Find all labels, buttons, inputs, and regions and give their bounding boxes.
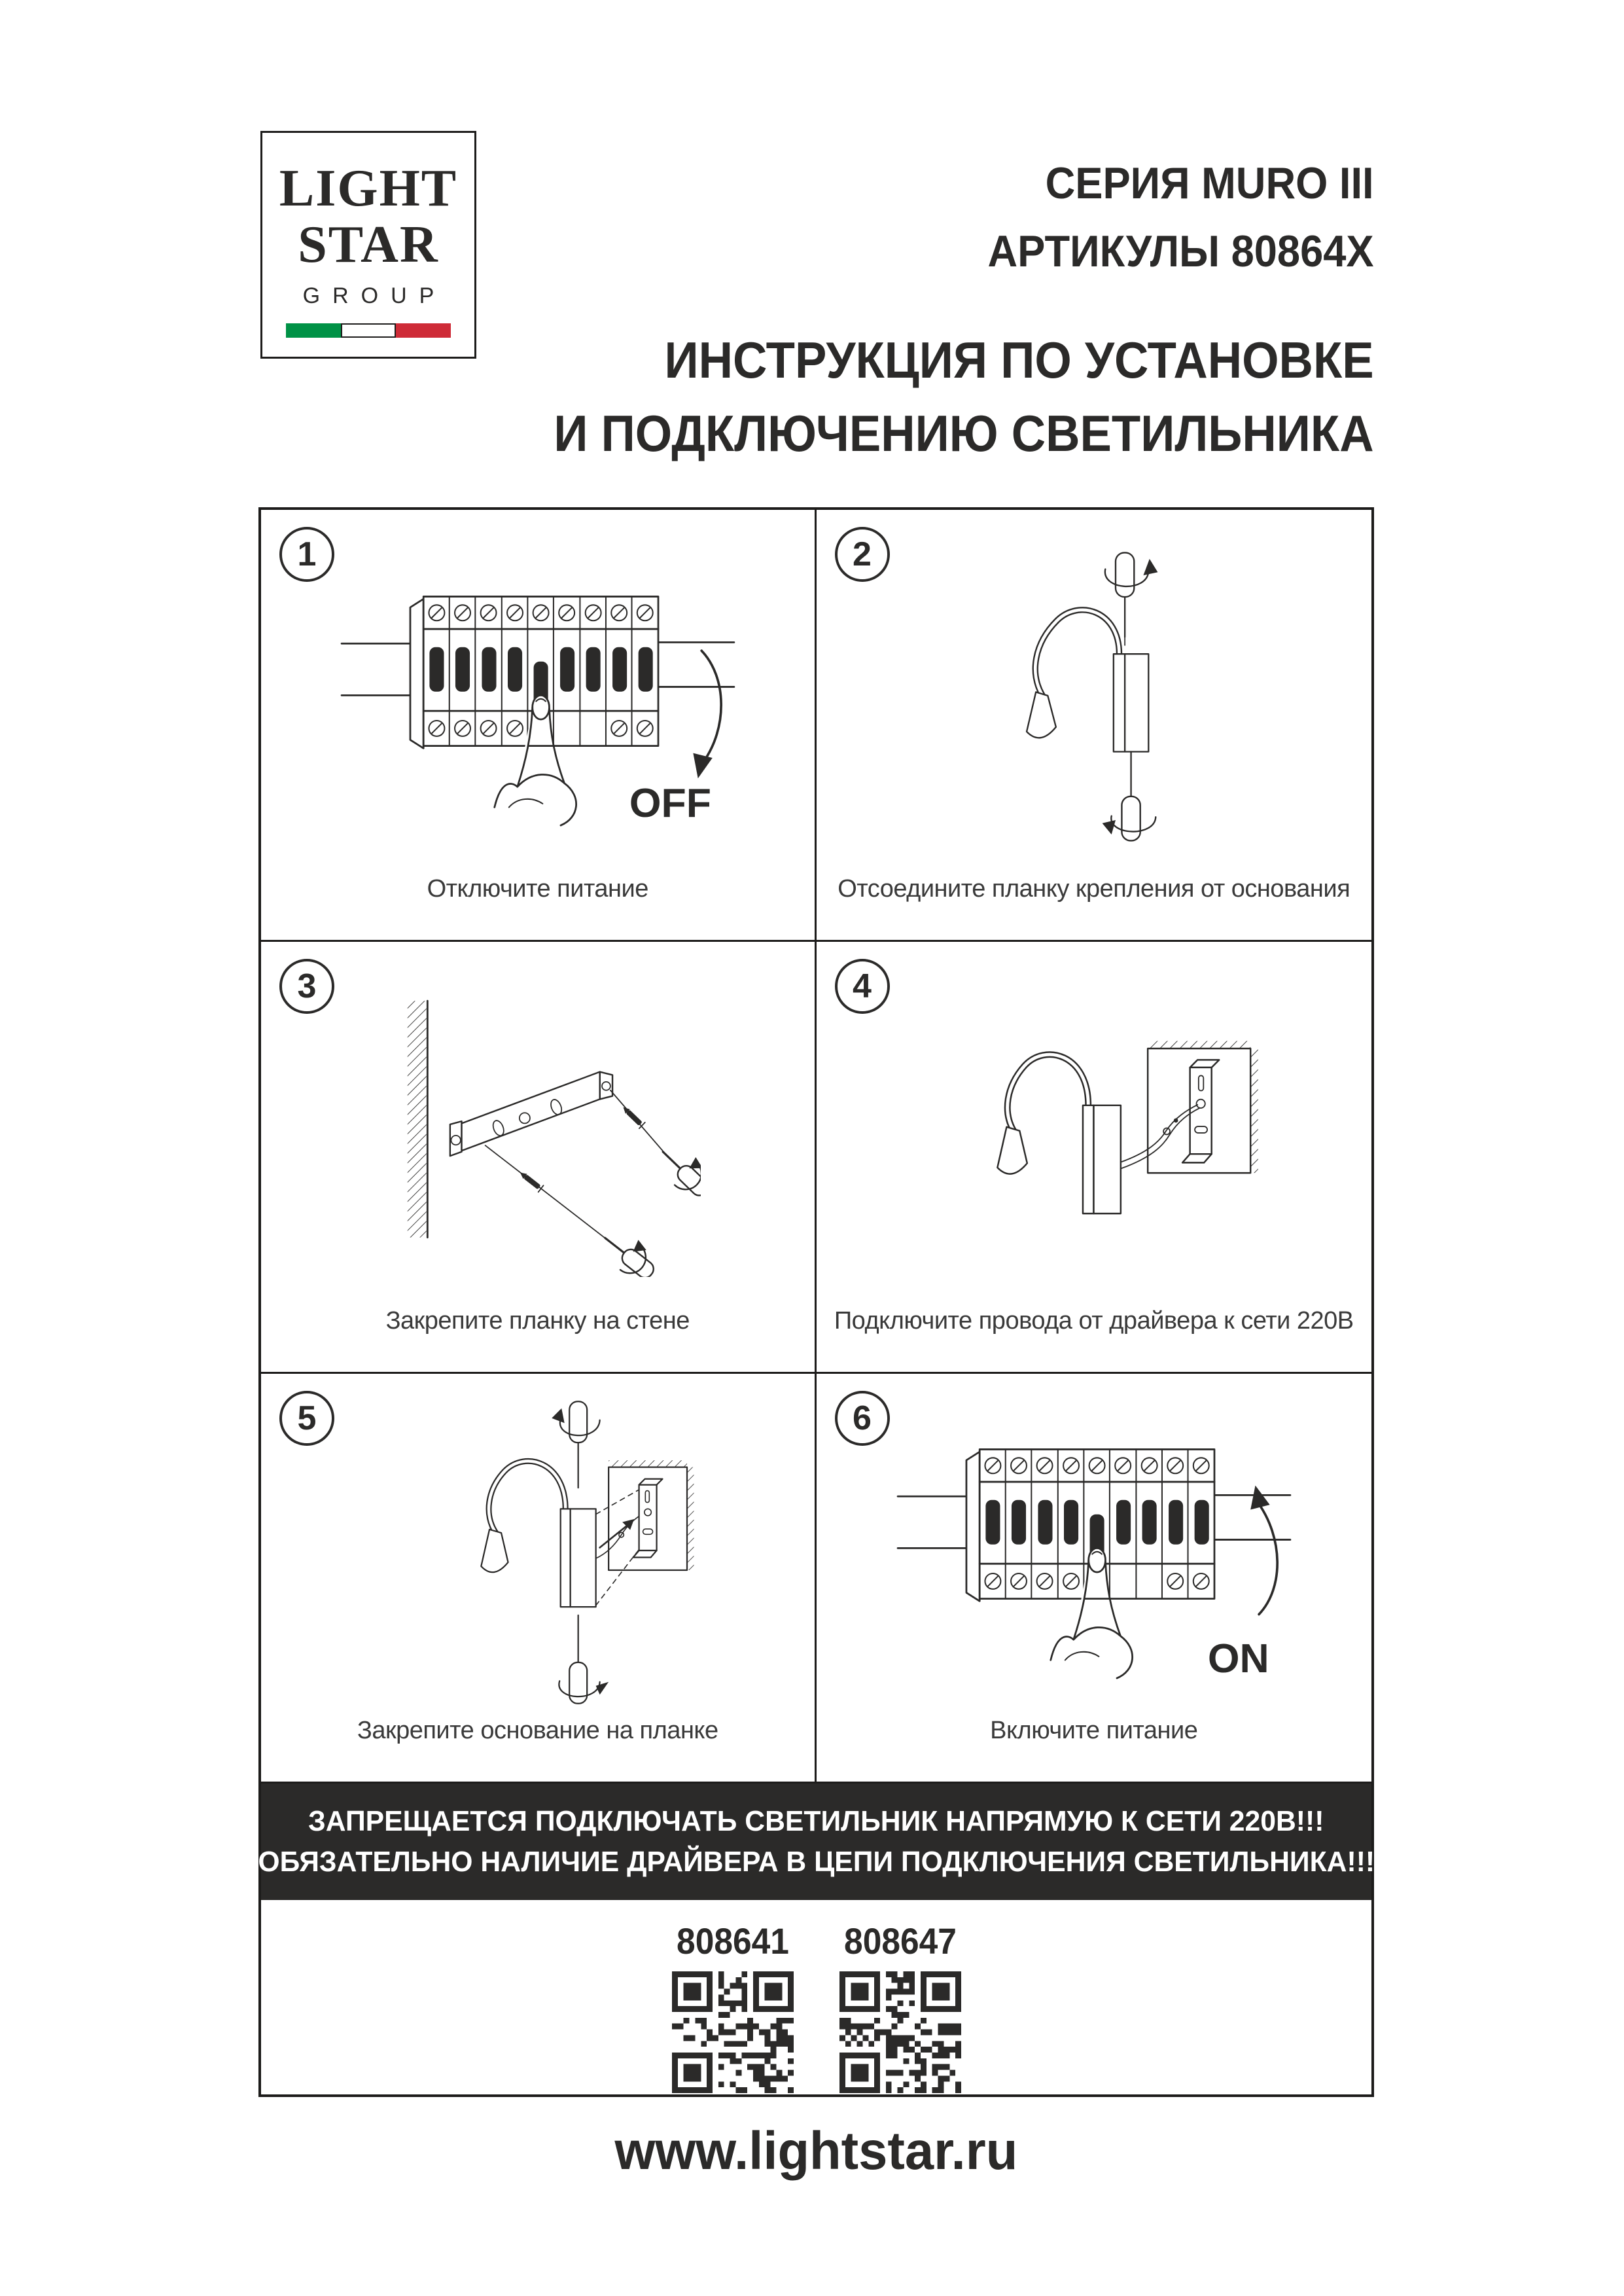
product-codes-row — [261, 1900, 1371, 2094]
qr-code-808647 — [839, 1971, 961, 2093]
lightstar-logo — [260, 131, 476, 359]
qr-code-808641 — [672, 1971, 794, 2093]
steps-row-2 — [261, 942, 1371, 1374]
product-808641 — [667, 1920, 798, 2094]
detach-bracket-illustration — [950, 543, 1238, 852]
on-label: ON — [1207, 1635, 1269, 1681]
articles-title: АРТИКУЛЫ 80864X — [987, 226, 1374, 276]
warning-line-2: ОБЯЗАТЕЛЬНО НАЛИЧИЕ ДРАЙВЕРА В ЦЕПИ ПОДКЛЮЧЕНИЯ СВЕТИЛЬНИКА!!! — [258, 1846, 1375, 1878]
steps-row-1 — [261, 510, 1371, 942]
instruction-title-line1: ИНСТРУКЦИЯ ПО УСТАНОВКЕ — [664, 331, 1374, 389]
steps-table — [258, 507, 1374, 2097]
step-5-caption: Закрепите основание на планке — [357, 1717, 718, 1744]
flag-white-segment — [341, 323, 396, 338]
connect-wires-illustration — [921, 989, 1267, 1270]
italian-flag-icon — [286, 323, 451, 338]
flag-red-segment — [396, 323, 451, 338]
website-footer — [258, 2121, 1374, 2182]
step-6-panel — [817, 1374, 1372, 1782]
breaker-off-illustration — [333, 547, 743, 848]
step-3-caption: Закрепите планку на стене — [385, 1307, 690, 1335]
step-5-number-badge: 5 — [279, 1391, 334, 1446]
breaker-on-illustration — [889, 1400, 1299, 1701]
document-header — [492, 149, 1374, 470]
step-3-number-badge: 3 — [279, 959, 334, 1014]
warning-line-1: ЗАПРЕЩАЕТСЯ ПОДКЛЮЧАТЬ СВЕТИЛЬНИК НАПРЯМУЮ К СЕТИ 220В!!! — [308, 1805, 1324, 1837]
product-code-label: 808641 — [676, 1920, 789, 1962]
step-6-number-badge: 6 — [835, 1391, 890, 1446]
step-1-panel — [261, 510, 817, 940]
step-4-number-badge: 4 — [835, 959, 890, 1014]
mount-bracket-illustration — [375, 982, 701, 1277]
step-2-panel — [817, 510, 1372, 940]
logo-word-star: STAR — [298, 216, 439, 274]
flag-green-segment — [286, 323, 341, 338]
website-url: www.lightstar.ru — [614, 2121, 1018, 2181]
step-3-panel — [261, 942, 817, 1372]
step-5-panel — [261, 1374, 817, 1782]
step-2-caption: Отсоедините планку крепления от основания — [838, 875, 1350, 903]
instruction-title-line2: И ПОДКЛЮЧЕНИЮ СВЕТИЛЬНИКА — [554, 404, 1374, 462]
off-label: OFF — [629, 780, 711, 826]
logo-word-group: GROUP — [302, 283, 447, 308]
step-2-number-badge: 2 — [835, 527, 890, 582]
step-1-number-badge: 1 — [279, 527, 334, 582]
warning-banner — [258, 1784, 1375, 1900]
product-808647 — [835, 1920, 966, 2094]
step-6-caption: Включите питание — [990, 1717, 1198, 1744]
step-4-caption: Подключите провода от драйвера к сети 220В — [834, 1307, 1354, 1335]
step-1-caption: Отключите питание — [427, 875, 648, 903]
series-title: СЕРИЯ MURO III — [1045, 158, 1374, 208]
step-4-panel — [817, 942, 1372, 1372]
fix-base-illustration — [378, 1393, 697, 1708]
product-code-label: 808647 — [843, 1920, 957, 1962]
logo-word-light: LIGHT — [279, 160, 458, 217]
steps-row-3 — [261, 1374, 1371, 1784]
